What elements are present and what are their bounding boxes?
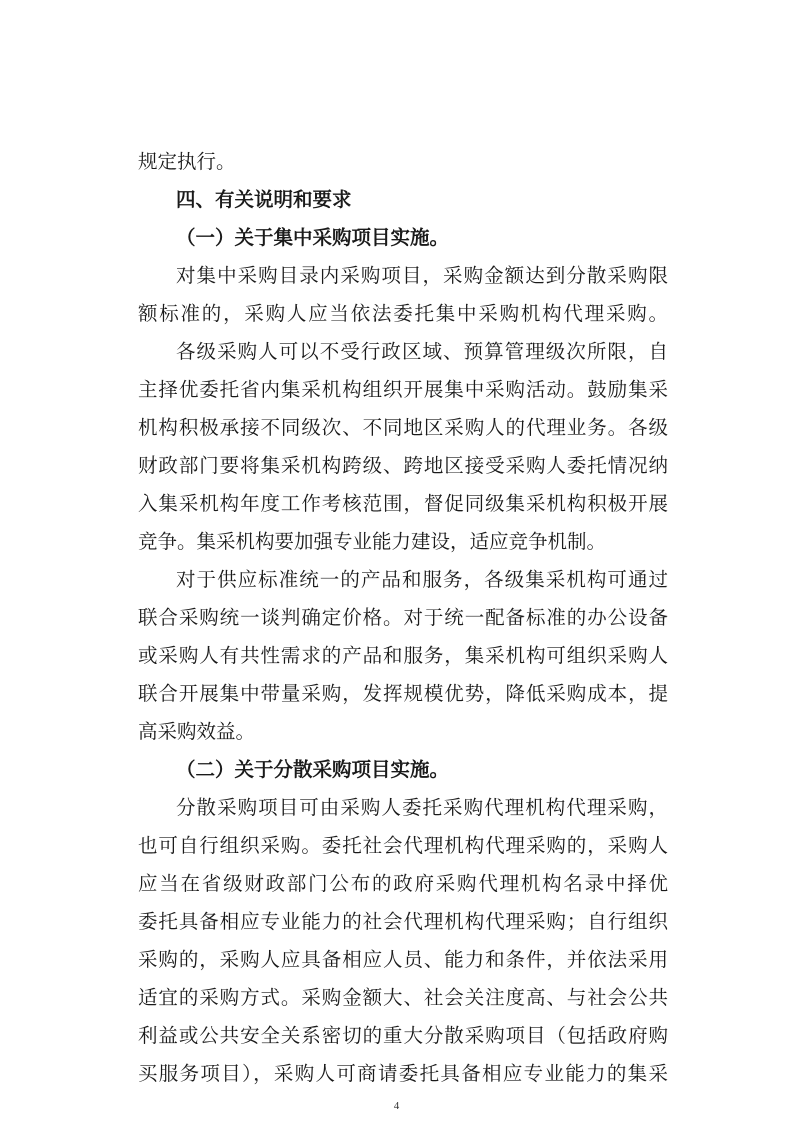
paragraph-line: 采购的，采购人应具备相应人员、能力和条件，并依法采用	[138, 948, 668, 971]
paragraph-line: 各级采购人可以不受行政区域、预算管理级次所限，自	[176, 340, 668, 363]
paragraph-line: 联合采购统一谈判确定价格。对于统一配备标准的办公设备	[138, 606, 668, 629]
paragraph-line: 对于供应标准统一的产品和服务，各级集采机构可通过	[176, 568, 668, 591]
paragraph-line: 入集采机构年度工作考核范围，督促同级集采机构积极开展	[138, 492, 668, 515]
paragraph-line: 机构积极承接不同级次、不同地区采购人的代理业务。各级	[138, 416, 668, 439]
paragraph-line: 或采购人有共性需求的产品和服务，集采机构可组织采购人	[138, 644, 668, 667]
paragraph-line: 联合开展集中带量采购，发挥规模优势，降低采购成本，提	[138, 682, 668, 705]
paragraph-line: 委托具备相应专业能力的社会代理机构代理采购；自行组织	[138, 910, 668, 933]
paragraph-line: 额标准的，采购人应当依法委托集中采购机构代理采购。	[138, 302, 668, 325]
paragraph-line: 对集中采购目录内采购项目，采购金额达到分散采购限	[176, 264, 668, 287]
paragraph-line: 规定执行。	[138, 150, 236, 173]
paragraph-line: 财政部门要将集采机构跨级、跨地区接受采购人委托情况纳	[138, 454, 668, 477]
paragraph-line: 分散采购项目可由采购人委托采购代理机构代理采购，	[176, 796, 668, 819]
paragraph-line: 竞争。集采机构要加强专业能力建设，适应竞争机制。	[138, 530, 607, 553]
page-number: 4	[393, 1100, 400, 1112]
paragraph-line: 利益或公共安全关系密切的重大分散采购项目（包括政府购	[138, 1024, 668, 1047]
paragraph-line: 适宜的采购方式。采购金额大、社会关注度高、与社会公共	[138, 986, 668, 1009]
subsection-heading: （一）关于集中采购项目实施。	[176, 226, 450, 249]
paragraph-line: 也可自行组织采购。委托社会代理机构代理采购的，采购人	[138, 834, 668, 857]
paragraph-line: 主择优委托省内集采机构组织开展集中采购活动。鼓励集采	[138, 378, 668, 401]
subsection-heading: （二）关于分散采购项目实施。	[176, 758, 450, 781]
paragraph-line: 买服务项目），采购人可商请委托具备相应专业能力的集采	[138, 1062, 668, 1085]
paragraph-line: 高采购效益。	[138, 720, 256, 743]
paragraph-line: 应当在省级财政部门公布的政府采购代理机构名录中择优	[138, 872, 668, 895]
section-heading: 四、有关说明和要求	[176, 188, 352, 211]
